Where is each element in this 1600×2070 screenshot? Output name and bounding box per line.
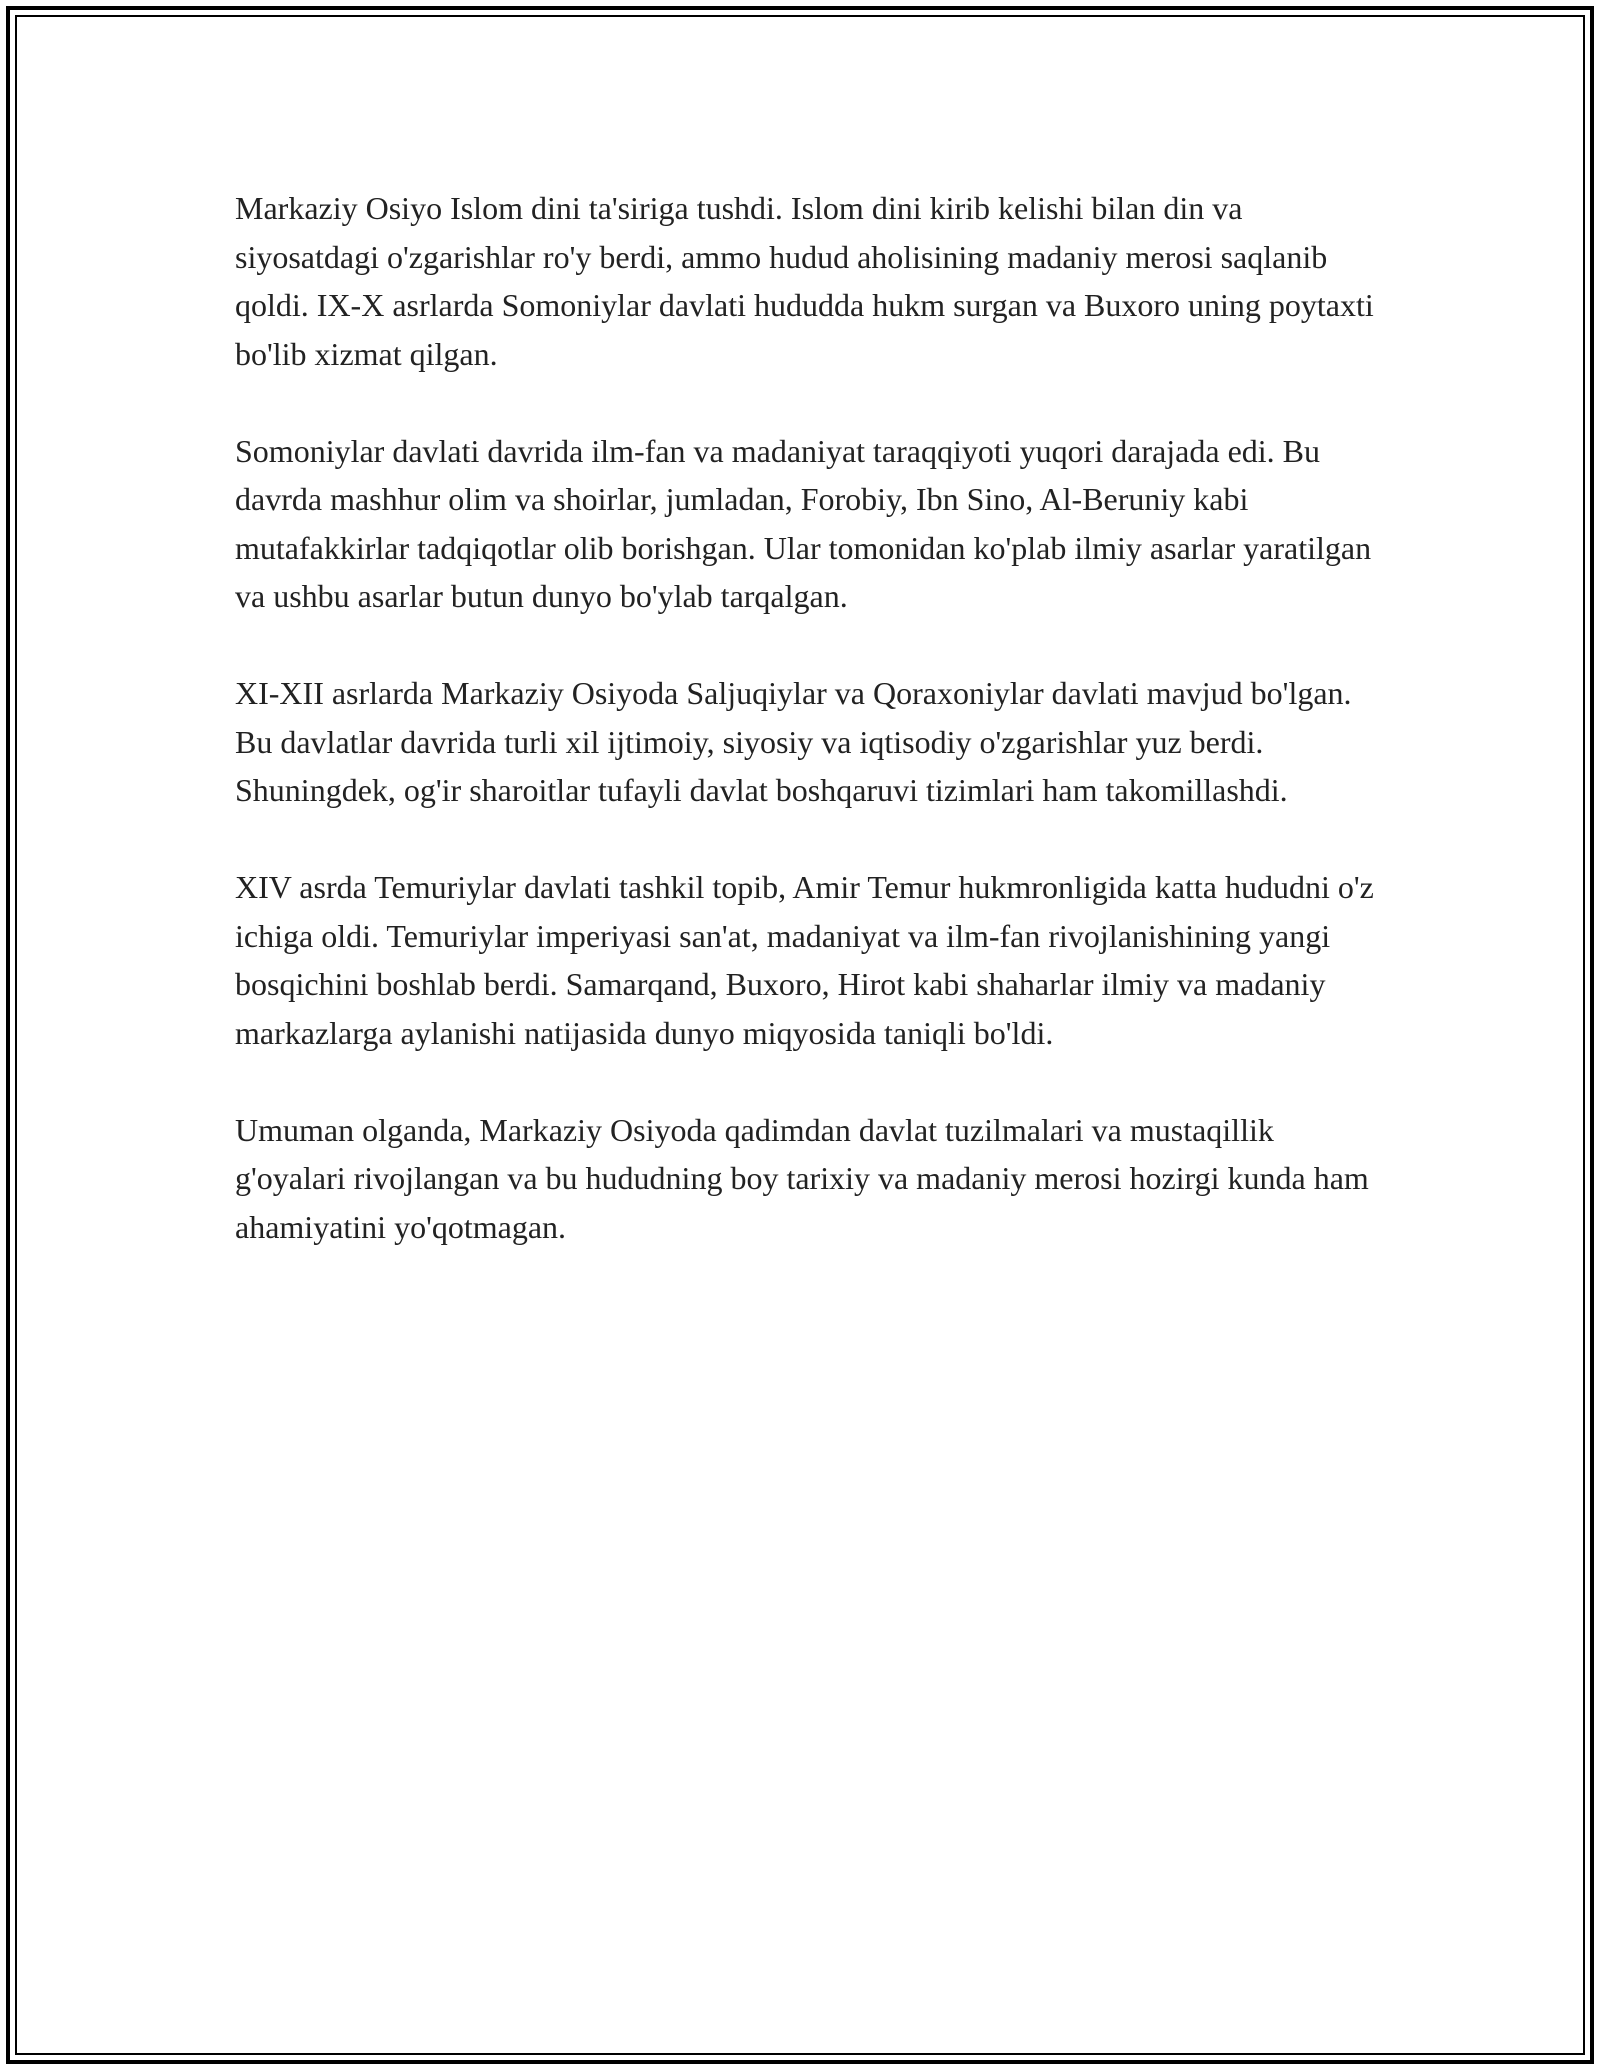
paragraph-temuriylar: XIV asrda Temuriylar davlati tashkil topib, Amir Temur hukmronligida katta hududni o'z ichiga oldi. Temuriylar imperiyasi san'at, madaniyat va ilm-fan rivojlanishining yangi bosqichini boshlab berdi. Samarqand, Buxoro, Hirot kabi shaharlar ilmiy va madaniy markazlarga aylanishi natijasida dunyo miqyosida taniqli bo'ldi. — [235, 869, 1374, 1051]
paragraph-saljuqiylar-qoraxoniylar: XI-XII asrlarda Markaziy Osiyoda Saljuqiylar va Qoraxoniylar davlati mavjud bo'lgan. Bu davlatlar davrida turli xil ijtimoiy, siyosiy va iqtisodiy o'zgarishlar yuz berdi. Shuningdek, og'ir sharoitlar tufayli davlat boshqaruvi tizimlari ham takomillashdi. — [235, 675, 1352, 808]
document-body — [235, 184, 1375, 1300]
paragraph-science-culture: Somoniylar davlati davrida ilm-fan va madaniyat taraqqiyoti yuqori darajada edi. Bu davrda mashhur olim va shoirlar, jumladan, Forobiy, Ibn Sino, Al-Beruniy kabi mutafakkirlar tadqiqotlar olib borishgan. Ular tomonidan ko'plab ilmiy asarlar yaratilgan va ushbu asarlar butun dunyo bo'ylab tarqalgan. — [235, 432, 1372, 614]
paragraph-conclusion: Umuman olganda, Markaziy Osiyoda qadimdan davlat tuzilmalari va mustaqillik g'oyalari rivojlangan va bu hududning boy tarixiy va madaniy merosi hozirgi kunda ham ahamiyatini yo'qotmagan. — [235, 1111, 1369, 1245]
paragraph-islam-somoniylar: Markaziy Osiyo Islom dini ta'siriga tushdi. Islom dini kirib kelishi bilan din va siyosatdagi o'zgarishlar ro'y berdi, ammo hudud aholisining madaniy merosi saqlanib qoldi. IX-X asrlarda Somoniylar davlati hududda hukm surgan va Buxoro uning poytaxti bo'lib xizmat qilgan. — [235, 190, 1374, 372]
